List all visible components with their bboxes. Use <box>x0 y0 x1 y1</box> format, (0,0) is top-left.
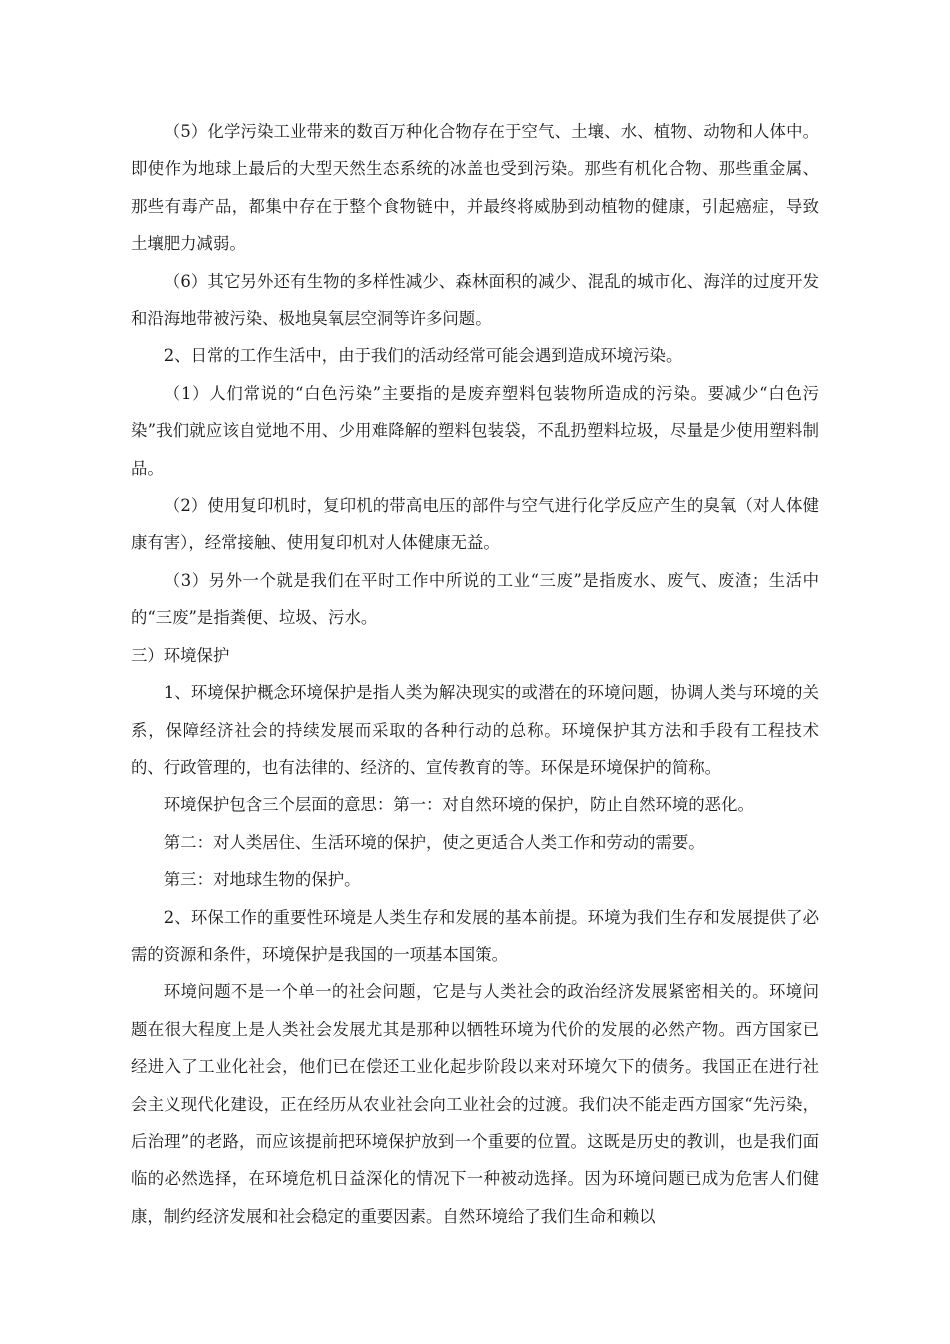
paragraph-item-5: （5）化学污染工业带来的数百万种化合物存在于空气、土壤、水、植物、动物和人体中。即使作为地球上最后的大型天然生态系统的冰盖也受到污染。那些有机化合物、那些重金属、那些有毒产品，都集中存在于整个食物链中，并最终将威胁到动植物的健康，引起癌症，导致土壤肥力减弱。 <box>131 122 819 254</box>
paragraph-white-pollution: （1）人们常说的“白色污染”主要指的是废弃塑料包装物所造成的污染。要减少“白色污染”我们就应该自觉地不用、少用难降解的塑料包装袋，不乱扔塑料垃圾，尽量是少使用塑料制品。 <box>131 383 819 478</box>
paragraph-daily-life: 2、日常的工作生活中，由于我们的活动经常可能会遇到造成环境污染。 <box>163 346 683 366</box>
paragraph-item-6: （6）其它另外还有生物的多样性减少、森林面积的减少、混乱的城市化、海洋的过度开发和沿海地带被污染、极地臭氧层空洞等许多问题。 <box>131 271 819 329</box>
section-heading: 三）环境保护 <box>131 645 230 665</box>
paragraph-three-levels: 环境保护包含三个层面的意思：第一：对自然环境的保护，防止自然环境的恶化。 <box>163 795 754 815</box>
paragraph-three-wastes: （3）另外一个就是我们在平时工作中所说的工业“三废”是指废水、废气、废渣；生活中的“三废”是指粪便、垃圾、污水。 <box>131 570 819 628</box>
document-body <box>131 113 819 1235</box>
paragraph-importance: 2、环保工作的重要性环境是人类生存和发展的基本前提。环境为我们生存和发展提供了必需的资源和条件，环境保护是我国的一项基本国策。 <box>131 907 819 964</box>
paragraph-copier: （2）使用复印机时，复印机的带高电压的部件与空气进行化学反应产生的臭氧（对人体健康有害），经常接触、使用复印机对人体健康无益。 <box>131 496 819 553</box>
paragraph-second-level: 第二：对人类居住、生活环境的保护，使之更适合人类工作和劳动的需要。 <box>163 832 705 852</box>
paragraph-env-protection-concept: 1、环境保护概念环境保护是指人类为解决现实的或潜在的环境问题，协调人类与环境的关系，保障经济社会的持续发展而采取的各种行动的总称。环境保护其方法和手段有工程技术的、行政管理的，也有法律的、经济的、宣传教育的等。环保是环境保护的简称。 <box>131 683 819 777</box>
paragraph-env-problem: 环境问题不是一个单一的社会问题，它是与人类社会的政治经济发展紧密相关的。环境问题在很大程度上是人类社会发展尤其是那种以牺牲环境为代价的发展的必然产物。西方国家已经进入了工业化社会，他们已在偿还工业化起步阶段以来对环境欠下的债务。我国正在进行社会主义现代化建设，正在经历从农业社会向工业社会的过渡。我们决不能走西方国家“先污染，后治理”的老路，而应该提前把环境保护放到一个重要的位置。这既是历史的教训，也是我们面临的必然选择，在环境危机日益深化的情况下一种被动选择。因为环境问题已成为危害人们健康，制约经济发展和社会稳定的重要因素。自然环境给了我们生命和赖以 <box>131 982 819 1226</box>
paragraph-third-level: 第三：对地球生物的保护。 <box>163 870 361 890</box>
